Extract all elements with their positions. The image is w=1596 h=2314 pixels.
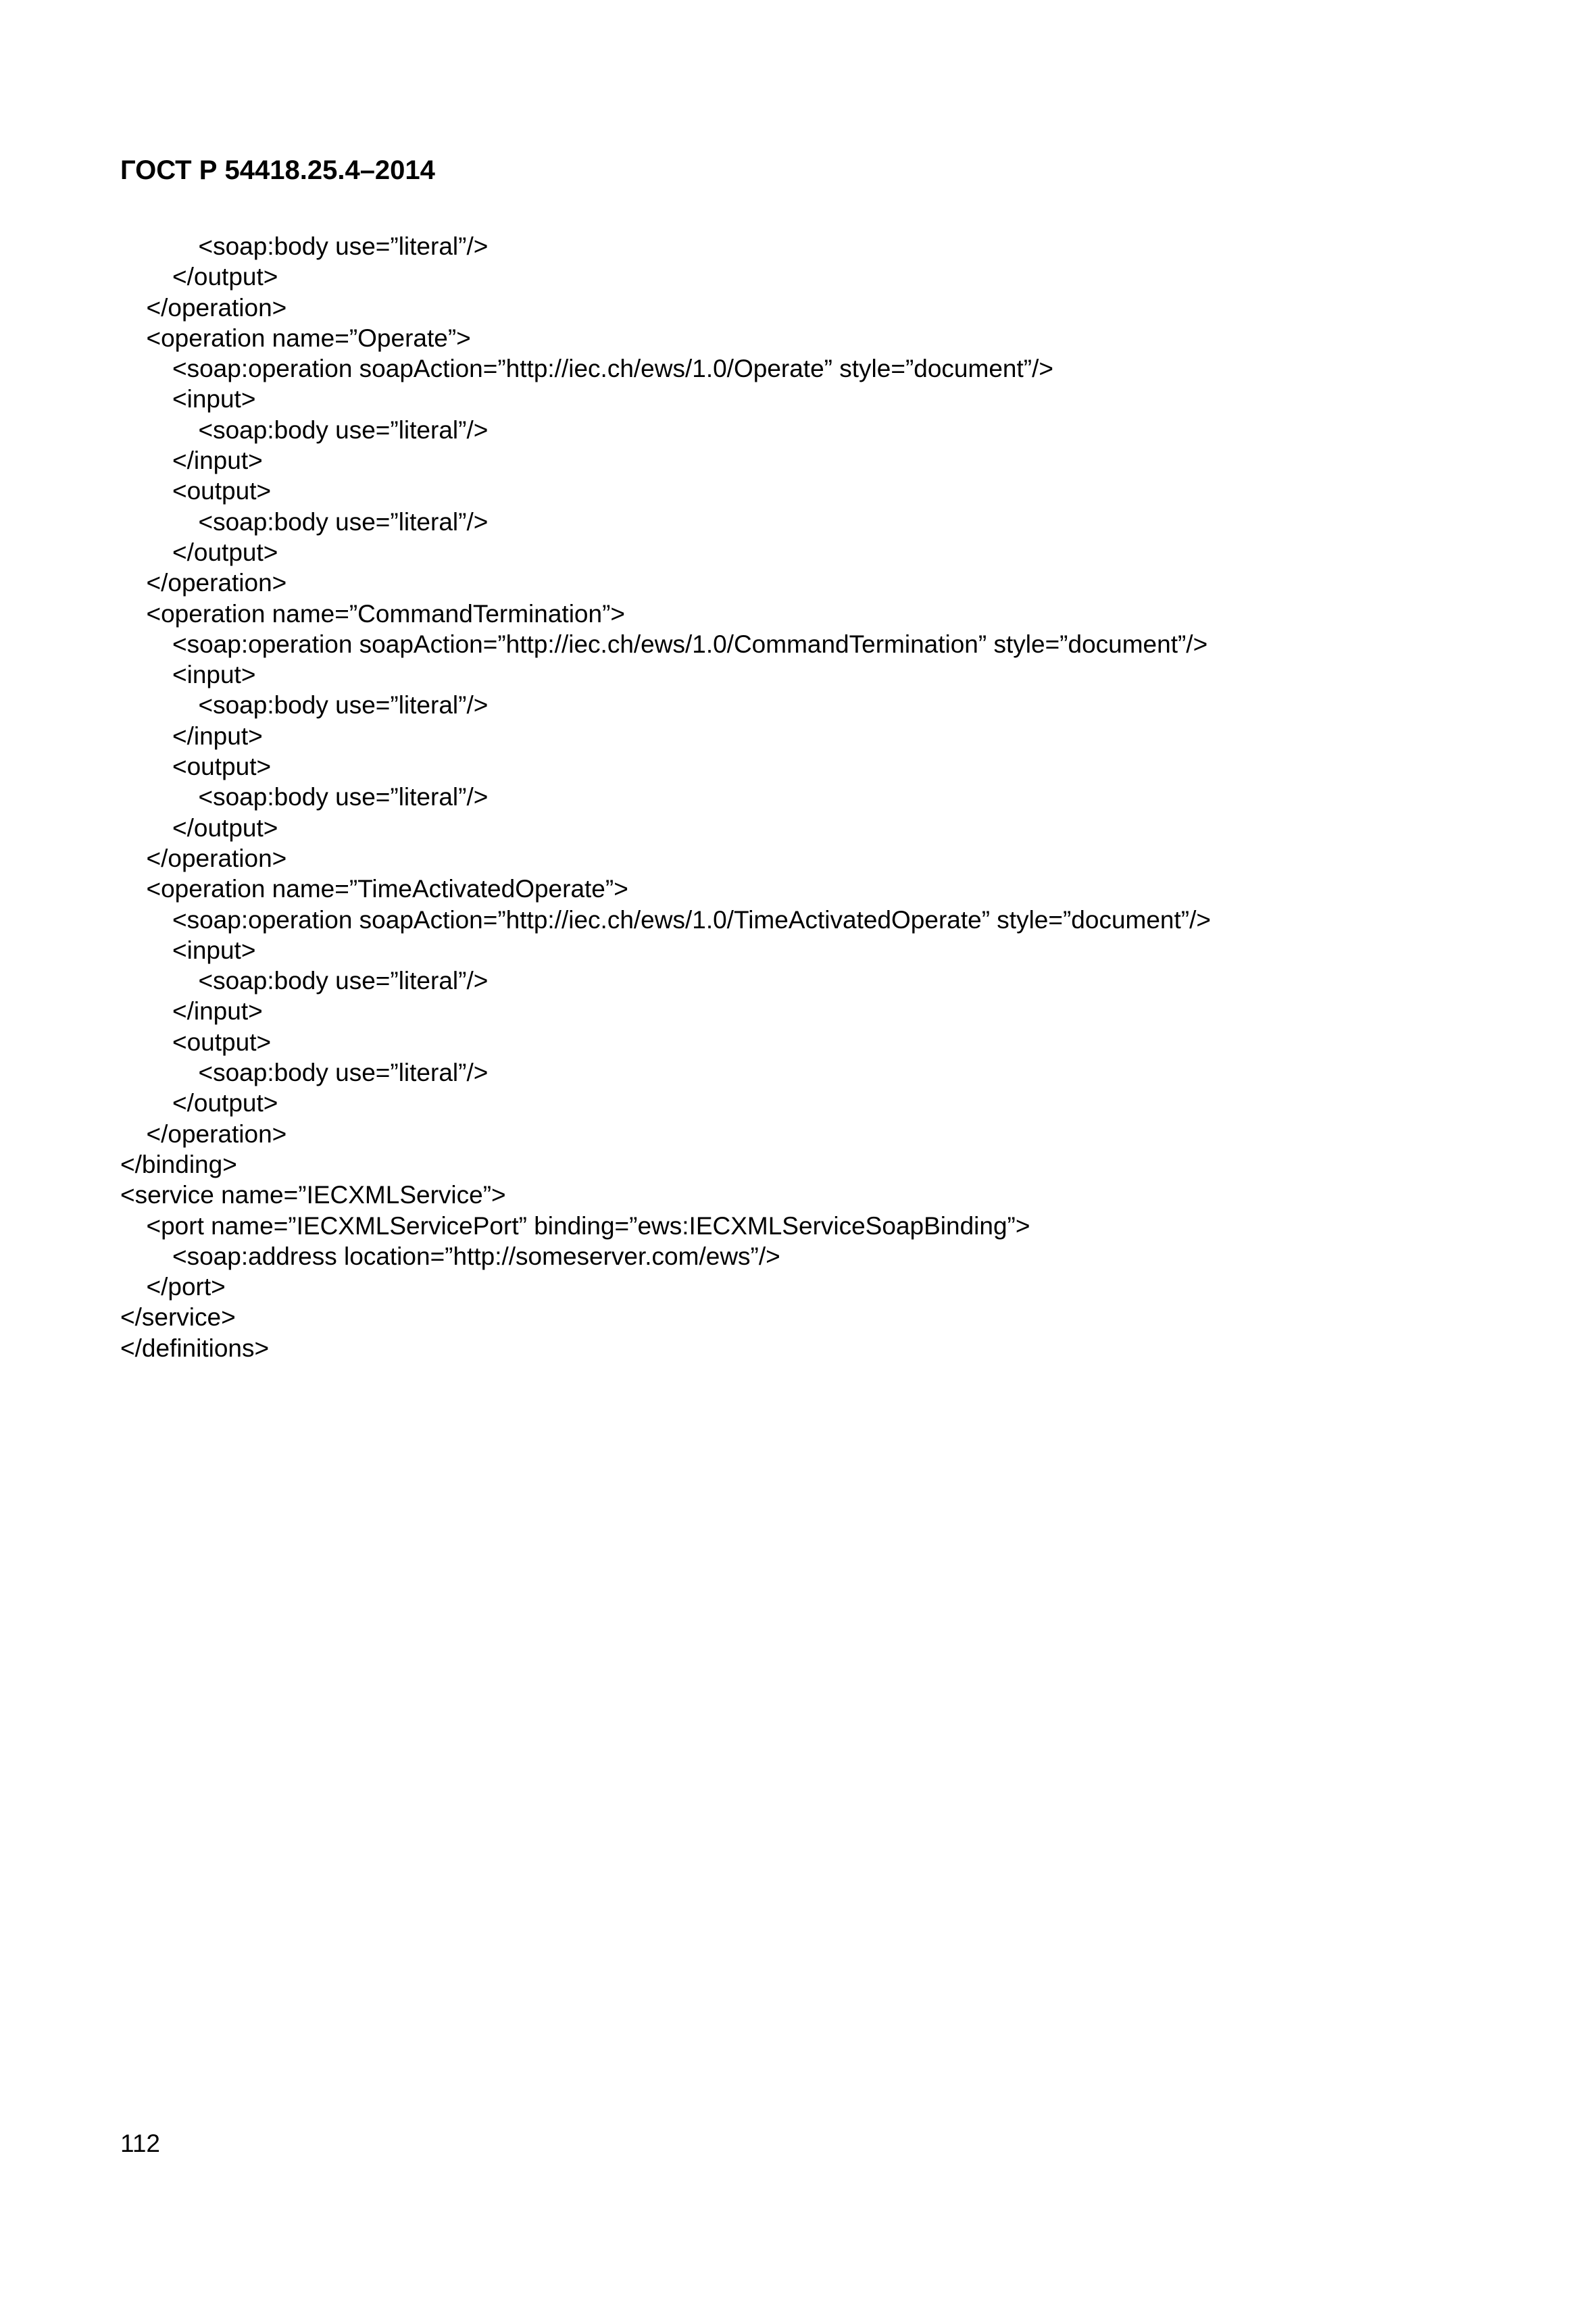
code-line: <output> [172, 1028, 272, 1056]
code-line: <soap:body use=”literal”/> [198, 507, 489, 536]
wsdl-code-listing [120, 231, 1211, 1363]
code-line: <soap:body use=”literal”/> [198, 691, 489, 720]
code-line: <soap:operation soapAction=”http://iec.ch/ews/1.0/CommandTermination” style=”document”/> [172, 630, 1208, 658]
code-line: <port name=”IECXMLServicePort” binding=”ews:IECXMLServiceSoapBinding”> [146, 1211, 1030, 1240]
code-line: </output> [172, 1089, 278, 1117]
code-line: </output> [172, 813, 278, 842]
code-line: <soap:body use=”literal”/> [198, 416, 489, 444]
code-line: <soap:body use=”literal”/> [198, 783, 489, 811]
code-line: <input> [172, 936, 256, 964]
code-line: </operation> [146, 844, 287, 872]
code-line: <soap:body use=”literal”/> [198, 967, 489, 995]
code-line: </operation> [146, 569, 287, 597]
code-line: <input> [172, 385, 256, 413]
code-line: <operation name=”TimeActivatedOperate”> [146, 875, 628, 903]
code-line: </operation> [146, 293, 287, 322]
standard-designation: ГОСТ Р 54418.25.4–2014 [120, 155, 435, 185]
code-line: </port> [146, 1273, 226, 1301]
code-line: <soap:operation soapAction=”http://iec.ch/ews/1.0/TimeActivatedOperate” style=”document”/> [172, 905, 1211, 934]
code-line: </input> [172, 447, 263, 475]
code-line: </output> [172, 263, 278, 291]
code-line: </operation> [146, 1120, 287, 1148]
code-line: </service> [120, 1303, 236, 1332]
code-line: </input> [172, 997, 263, 1026]
code-line: <soap:address location=”http://someserver.com/ews”/> [172, 1242, 780, 1270]
code-line: <soap:body use=”literal”/> [198, 232, 489, 260]
code-line: <operation name=”Operate”> [146, 324, 471, 352]
code-line: <input> [172, 661, 256, 689]
page-number: 112 [120, 2130, 160, 2157]
code-line: </definitions> [120, 1334, 270, 1362]
code-line: <soap:body use=”literal”/> [198, 1059, 489, 1087]
code-line: <service name=”IECXMLService”> [120, 1181, 506, 1209]
code-line: </binding> [120, 1150, 237, 1178]
code-line: <output> [172, 753, 272, 781]
code-line: <soap:operation soapAction=”http://iec.ch/ews/1.0/Operate” style=”document”/> [172, 355, 1053, 383]
document-header [120, 151, 435, 189]
code-line: </input> [172, 722, 263, 750]
code-line: </output> [172, 538, 278, 566]
code-line: <output> [172, 477, 272, 505]
code-line: <operation name=”CommandTermination”> [146, 599, 626, 628]
